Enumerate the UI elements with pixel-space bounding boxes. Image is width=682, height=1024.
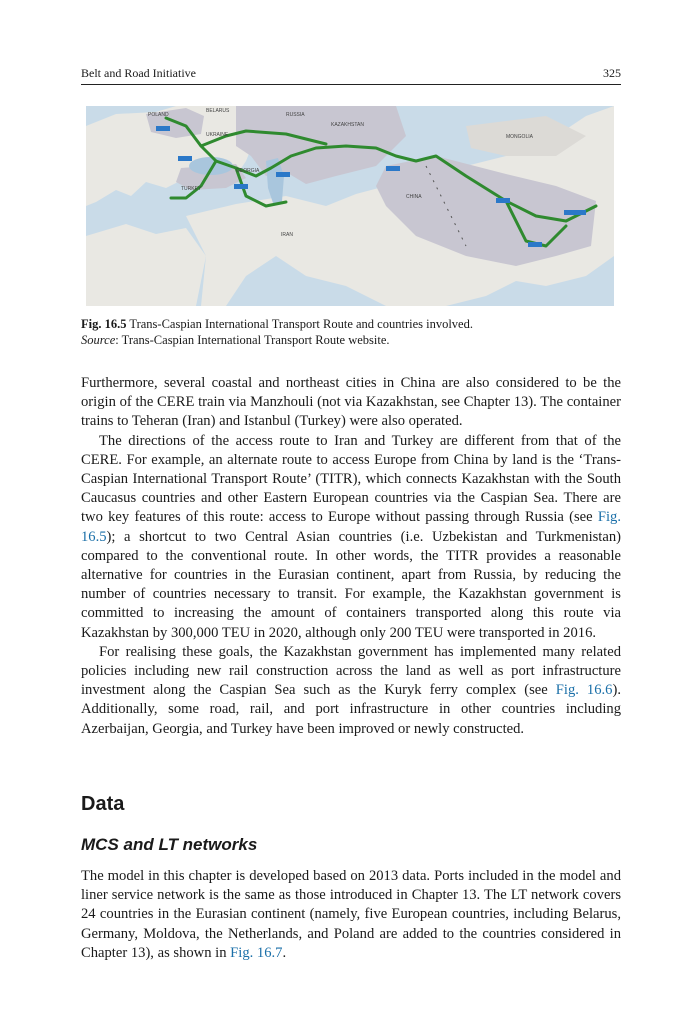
- caption-line: [81, 316, 621, 332]
- label-mongolia: MONGOLIA: [506, 134, 533, 140]
- fig-16-7-link[interactable]: Fig. 16.7: [230, 944, 283, 961]
- route-marker: [156, 126, 170, 131]
- caption-text: Trans-Caspian International Transport Route and countries involved.: [129, 317, 473, 331]
- source-line: [81, 332, 621, 348]
- running-title: Belt and Road Initiative: [81, 66, 196, 80]
- route-marker: [234, 184, 248, 189]
- running-head: [81, 63, 621, 85]
- source-label: Source: [81, 333, 116, 347]
- body-text-2: [81, 867, 621, 963]
- figure-label: Fig. 16.5: [81, 317, 127, 331]
- paragraph-2: [81, 432, 621, 643]
- paragraph-3: [81, 643, 621, 739]
- section-heading: Data: [81, 793, 125, 815]
- paragraph-3-text-end: ). Additionally, some road, rail, and port infrastructure in other countries including Azerbaijan, Georgia, and Turkey have been improved or newly constructed.: [81, 682, 621, 737]
- label-turkey: TURKEY: [181, 186, 202, 192]
- africa-land: [86, 224, 206, 306]
- route-marker: [386, 166, 400, 171]
- paragraph-4: [81, 867, 621, 963]
- paragraph-4-text: The model in this chapter is developed based on 2013 data. Ports included in the model and liner service network is the same as those introduced in Chapter 13. The LT network covers 24 countries in the Eurasian continent (namely, five European countries, including Belarus, Germany, Moldova, the Netherlands, and Poland are added to the countries considered in Chapter 13), as shown in: [81, 868, 621, 961]
- label-belarus: BELARUS: [206, 108, 230, 114]
- paragraph-2-text-end: ); a shortcut to two Central Asian countries (i.e. Uzbekistan and Turkmenistan) compared to the conventional route. In other words, the TITR provides a reasonable alternative for countries in the Eurasian continent, apart from Russia, by reducing the number of countries necessary to transit. For example, the Kazakhstan government is committed to increasing the amount of containers transported along this route via Kazakhstan by 300,000 TEU in 2020, although only 200 TEU were transported in 2016.: [81, 528, 621, 641]
- label-china: CHINA: [406, 194, 422, 200]
- route-marker: [528, 242, 542, 247]
- fig-16-6-link[interactable]: Fig. 16.6: [555, 682, 613, 699]
- paragraph-4-text-end: .: [282, 944, 287, 961]
- paragraph-2-text: The directions of the access route to Iran and Turkey are different from that of the CERE. For example, an alternate route to access Europe from China by land is the ‘Trans-Caspian International Transport Route’ (TITR), which connects Kazakhstan with the South Caucasus countries and other Eastern European countries via the Caspian Sea. There are two key features of this route: access to Europe without passing through Russia (see: [81, 432, 621, 526]
- fig-16-5-link[interactable]: Fig. 16.5: [81, 509, 621, 545]
- body-text: [81, 374, 621, 739]
- paragraph-1: Furthermore, several coastal and northeast cities in China are also considered to be the origin of the CERE train via Manzhouli (not via Kazakhstan, see Chapter 13). The container trains to Teheran (Iran) and Istanbul (Turkey) were also operated.: [81, 375, 621, 430]
- route-marker: [276, 172, 290, 177]
- route-marker: [178, 156, 192, 161]
- figure-caption: [81, 316, 621, 348]
- page-number: 325: [603, 66, 621, 80]
- label-kazakhstan: KAZAKHSTAN: [331, 122, 364, 128]
- label-poland: POLAND: [148, 112, 169, 118]
- paragraph-3-text: For realising these goals, the Kazakhstan government has implemented many related policies including new rail construction across the land as well as port infrastructure investment along the Caspian Sea such as the Kuryk ferry complex (see: [81, 643, 621, 699]
- route-map-figure: [86, 106, 614, 306]
- route-map: [86, 106, 614, 306]
- source-text: : Trans-Caspian International Transport Route website.: [115, 333, 390, 347]
- route-marker: [496, 198, 510, 203]
- label-ukraine: UKRAINE: [206, 132, 229, 138]
- label-iran: IRAN: [281, 232, 293, 238]
- label-russia: RUSSIA: [286, 112, 305, 118]
- label-georgia: GEORGIA: [236, 168, 260, 174]
- route-marker: [564, 210, 586, 215]
- subsection-heading: MCS and LT networks: [81, 835, 258, 854]
